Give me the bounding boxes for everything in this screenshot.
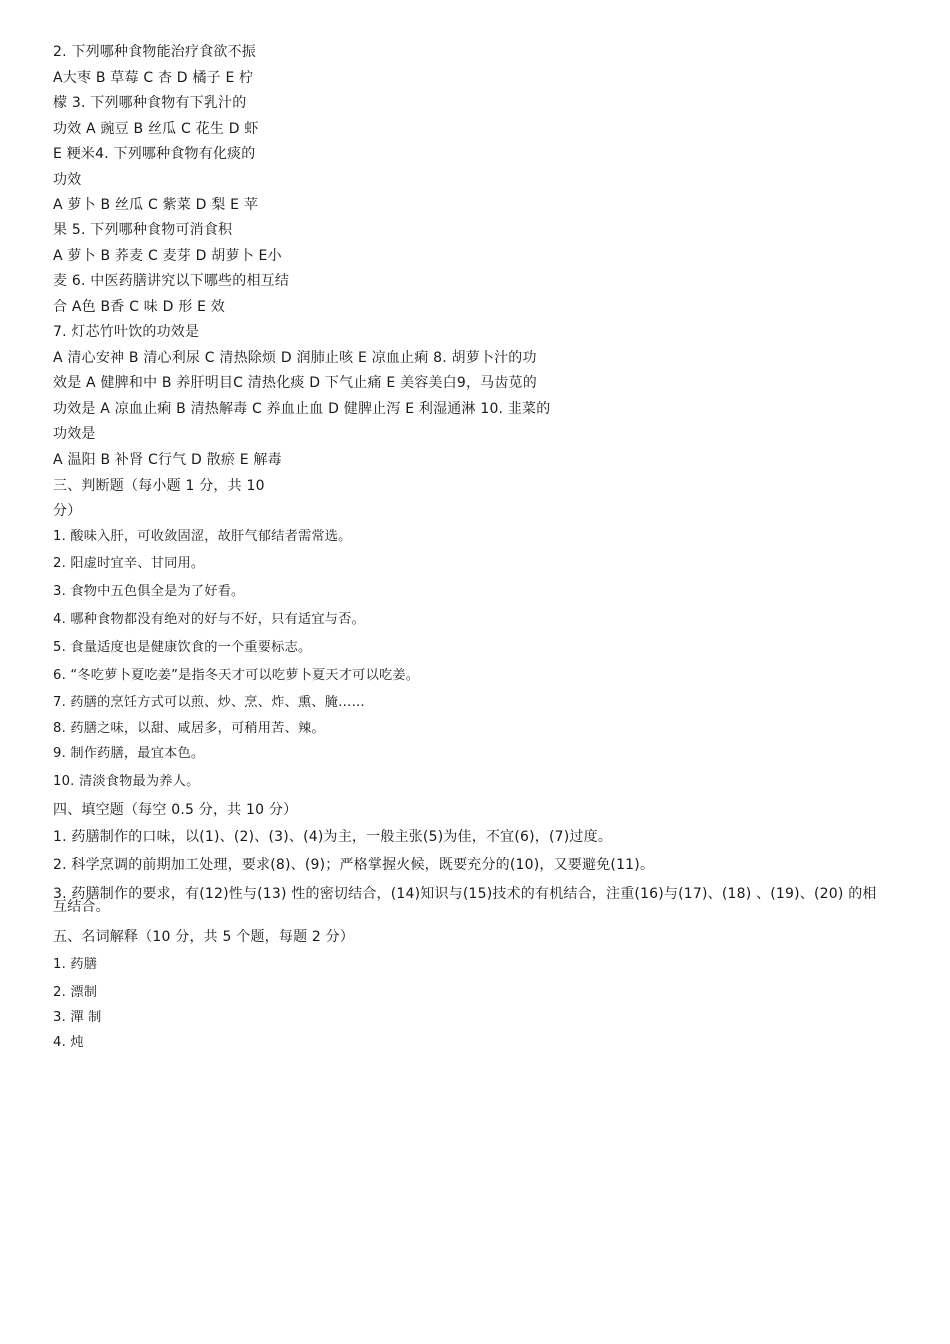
term-item-1: 1. 药膳 [53,957,98,972]
question-4-line-2: 功效 [53,172,82,188]
question-8-9-line: 效是 A 健脾和中 B 养肝明目C 清热化痰 D 下气止痛 E 美容美白9，马齿苋的 [53,375,537,391]
judge-item-3: 3. 食物中五色俱全是为了好看。 [53,584,245,599]
question-5-options-line: A 萝卜 B 荞麦 C 麦芽 D 胡萝卜 E小 [53,248,282,264]
question-3-line-2: 功效 A 豌豆 B 丝瓜 C 花生 D 虾 [53,121,259,137]
fill-item-1: 1. 药膳制作的口味，以(1)、(2)、(3)、(4)为主，一般主张(5)为佳，不宜(6)，(7)过度。 [53,829,613,845]
judge-item-5: 5. 食量适度也是健康饮食的一个重要标志。 [53,640,312,655]
term-item-2: 2. 漂制 [53,985,98,1000]
question-10-options-line: A 温阳 B 补肾 C行气 D 散瘀 E 解毒 [53,452,282,468]
question-2-line-1: 2. 下列哪种食物能治疗食欲不振 [53,44,257,60]
judge-item-1: 1. 酸味入肝，可收敛固涩，故肝气郁结者需常选。 [53,529,352,544]
judge-item-8: 8. 药膳之味，以甜、咸居多，可稍用苦、辣。 [53,721,325,736]
question-9-10-line: 功效是 A 凉血止痢 B 清热解毒 C 养血止血 D 健脾止泻 E 利湿通淋 10. 韭菜的 [53,401,551,417]
question-7-line: 7. 灯芯竹叶饮的功效是 [53,324,200,340]
question-3-line-1: 檬 3. 下列哪种食物有下乳汁的 [53,95,247,111]
section-3-heading: 三、判断题（每小题 1 分，共 10 [53,478,265,494]
question-2-options-line: A大枣 B 草莓 C 杏 D 橘子 E 柠 [53,70,254,86]
judge-item-2: 2. 阳虚时宜辛、甘同用。 [53,556,205,571]
judge-item-4: 4. 哪种食物都没有绝对的好与不好，只有适宜与否。 [53,612,365,627]
section-3-heading-cont: 分） [53,503,82,519]
judge-item-9: 9. 制作药膳，最宜本色。 [53,746,205,761]
term-item-3: 3. 潬 制 [53,1010,102,1025]
question-6-line-1: 麦 6. 中医药膳讲究以下哪些的相互结 [53,273,290,289]
question-6-options-line: 合 A色 B香 C 味 D 形 E 效 [53,299,225,315]
question-7-8-line: A 清心安神 B 清心利尿 C 清热除烦 D 润肺止咳 E 凉血止痢 8. 胡萝卜汁的功 [53,350,537,366]
judge-item-7: 7. 药膳的烹饪方式可以煎、炒、烹、炸、熏、腌…… [53,695,365,710]
fill-item-2: 2. 科学烹调的前期加工处理，要求(8)、(9)；严格掌握火候，既要充分的(10)，又要避免(11)。 [53,857,655,873]
section-5-heading: 五、名词解释（10 分，共 5 个题，每题 2 分） [53,929,355,945]
question-4-line-1: E 粳米4. 下列哪种食物有化痰的 [53,146,256,162]
judge-item-6: 6. “冬吃萝卜夏吃姜”是指冬天才可以吃萝卜夏天才可以吃姜。 [53,668,420,683]
fill-item-3-line-1: 3. 药膳制作的要求，有(12)性与(13) 性的密切结合，(14)知识与(15)技术的有机结合，注重(16)与(17)、(18) 、(19)、(20) 的相 [53,886,877,902]
term-item-4: 4. 炖 [53,1035,84,1050]
question-10-line: 功效是 [53,426,96,442]
section-4-heading: 四、填空题（每空 0.5 分，共 10 分） [53,802,298,818]
judge-item-10: 10. 清淡食物最为养人。 [53,774,200,789]
question-5-line-1: 果 5. 下列哪种食物可消食积 [53,222,233,238]
fill-item-3-line-2: 互结合。 [53,899,110,915]
question-4-options-line: A 萝卜 B 丝瓜 C 紫菜 D 梨 E 苹 [53,197,259,213]
